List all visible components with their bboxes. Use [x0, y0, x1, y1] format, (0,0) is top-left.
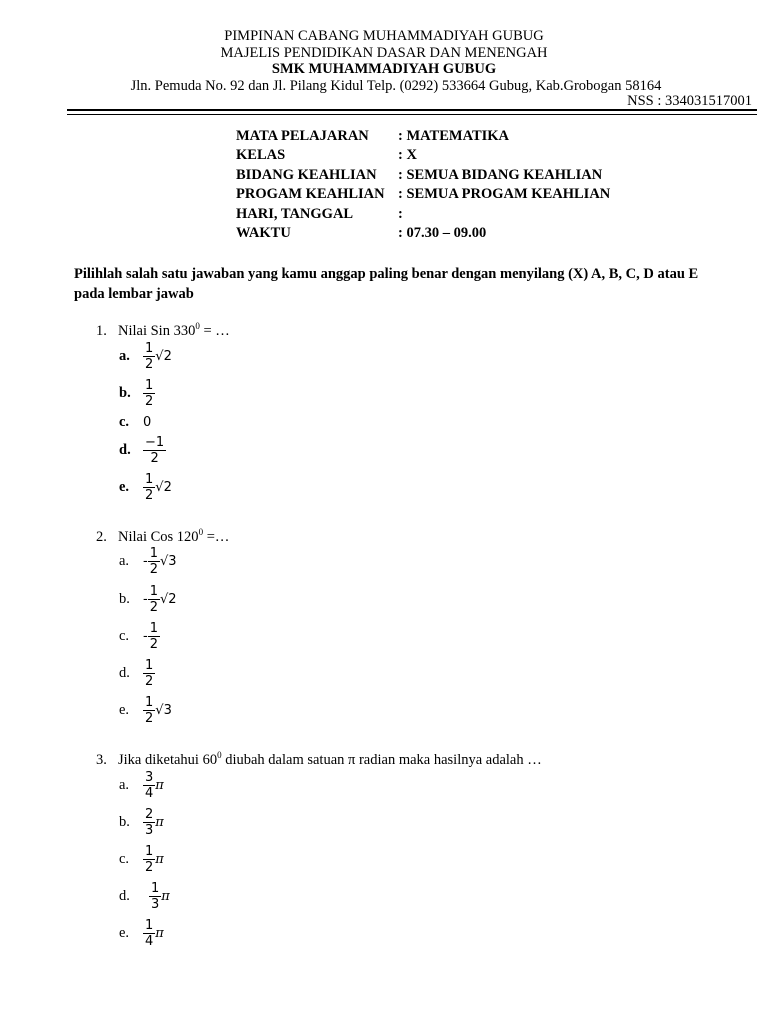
fraction: $\frac{2}{3}$: [145, 806, 154, 838]
question-1: [96, 321, 230, 340]
fraction: $\frac{3}{4}$: [145, 769, 154, 801]
exam-info-row: [236, 185, 610, 204]
question-number: 2.: [96, 528, 107, 545]
fraction: $\frac{1}{3}$: [151, 880, 160, 912]
question-number: 3.: [96, 751, 107, 768]
exam-info-label: KELAS: [236, 147, 286, 164]
exam-info-label: BIDANG KEAHLIAN: [236, 166, 377, 183]
q3-option-a[interactable]: a. $\frac{3}{4}$ π: [119, 769, 164, 801]
exam-info-label: PROGAM KEAHLIAN: [236, 186, 385, 203]
exam-info-row: [236, 205, 610, 224]
question-text: Nilai Cos $120^0$ =…: [118, 527, 230, 545]
exam-info-table: [236, 127, 610, 243]
instruction-text: Pilihlah salah satu jawaban yang kamu anggap paling benar dengan menyilang (X) A, B, C, D atau E pada lembar jawab: [74, 266, 699, 302]
fraction: $\frac{1}{4}$: [145, 917, 154, 949]
fraction: $\frac{1}{2}$: [149, 583, 158, 615]
fraction: $\frac{-1}{2}$: [145, 434, 165, 466]
exam-info-label: HARI, TANGGAL: [236, 205, 354, 222]
option-letter: b.: [119, 813, 130, 830]
q2-option-c[interactable]: c. - $\frac{1}{2}$: [119, 620, 158, 652]
exam-info-row: [236, 127, 610, 146]
q1-option-a[interactable]: a. $\frac{1}{2}$ √2: [119, 340, 172, 372]
question-text: Jika diketahui $60^0$ diubah dalam satuan π radian maka hasilnya adalah …: [118, 750, 542, 768]
question-3: [96, 750, 542, 769]
q3-option-b[interactable]: b. $\frac{2}{3}$ π: [119, 806, 164, 838]
header-divider-thick: [67, 109, 757, 111]
option-letter: d.: [119, 887, 130, 904]
option-letter: c.: [119, 413, 130, 430]
option-letter: a.: [119, 552, 130, 569]
fraction: $\frac{1}{2}$: [145, 657, 154, 689]
question-text: Nilai Sin $330^0$ = …: [118, 321, 230, 339]
option-letter: e.: [119, 701, 130, 718]
exam-info-row: [236, 224, 610, 243]
q2-option-a[interactable]: a. - $\frac{1}{2}$ √3: [119, 545, 177, 577]
exam-info-value: : SEMUA BIDANG KEAHLIAN: [398, 166, 603, 183]
fraction: $\frac{1}{2}$: [149, 545, 158, 577]
letterhead-line-1: PIMPINAN CABANG MUHAMMADIYAH GUBUG: [224, 28, 544, 44]
question-2: [96, 527, 229, 546]
option-letter: e.: [119, 478, 130, 495]
option-letter: a.: [119, 776, 130, 793]
letterhead-line-2: MAJELIS PENDIDIKAN DASAR DAN MENENGAH: [220, 45, 548, 61]
option-value: 0: [143, 414, 152, 430]
exam-info-label: WAKTU: [236, 225, 291, 242]
exam-info-row: [236, 146, 610, 165]
school-address: Jln. Pemuda No. 92 dan Jl. Pilang Kidul Telp. (0292) 533664 Gubug, Kab.Grobogan 58164: [130, 78, 662, 94]
q1-option-d[interactable]: [119, 435, 166, 465]
option-letter: c.: [119, 850, 130, 867]
q1-option-b[interactable]: [119, 378, 155, 408]
exam-info-value: :: [398, 205, 403, 222]
q2-option-b[interactable]: b. - $\frac{1}{2}$ √2: [119, 583, 177, 615]
exam-info-row: [236, 166, 610, 185]
q3-option-e[interactable]: e. $\frac{1}{4}$ π: [119, 917, 164, 949]
q2-option-e[interactable]: e. $\frac{1}{2}$ √3: [119, 694, 172, 726]
option-letter: d.: [119, 664, 130, 681]
option-letter: e.: [119, 924, 130, 941]
school-name: SMK MUHAMMADIYAH GUBUG: [271, 61, 497, 77]
option-letter: d.: [119, 441, 131, 458]
q1-option-e[interactable]: e. $\frac{1}{2}$ √2: [119, 471, 172, 503]
option-letter: a.: [119, 347, 130, 364]
fraction: $\frac{1}{2}$: [149, 620, 158, 652]
q3-option-c[interactable]: c. $\frac{1}{2}$ π: [119, 843, 164, 875]
fraction: $\frac{1}{2}$: [145, 843, 154, 875]
q3-option-d[interactable]: d. $\frac{1}{3}$ π: [119, 880, 170, 912]
header-divider-thin: [67, 114, 757, 115]
exam-info-label: MATA PELAJARAN: [236, 128, 369, 144]
q1-option-c[interactable]: [119, 407, 151, 437]
fraction: $\frac{1}{2}$: [145, 377, 154, 409]
option-letter: b.: [119, 590, 130, 607]
fraction: $\frac{1}{2}$: [145, 694, 154, 726]
fraction: $\frac{1}{2}$: [145, 340, 154, 372]
fraction: $\frac{1}{2}$: [145, 471, 154, 503]
exam-info-value: : X: [398, 147, 417, 164]
exam-info-value: : SEMUA PROGAM KEAHLIAN: [398, 186, 611, 203]
q2-option-d[interactable]: [119, 658, 155, 688]
exam-info-value: : MATEMATIKA: [398, 128, 510, 144]
school-nss: NSS : 334031517001: [627, 93, 752, 109]
exam-info-value: : 07.30 – 09.00: [398, 225, 487, 242]
option-letter: c.: [119, 627, 130, 644]
question-number: 1.: [96, 322, 107, 339]
option-letter: b.: [119, 384, 131, 401]
